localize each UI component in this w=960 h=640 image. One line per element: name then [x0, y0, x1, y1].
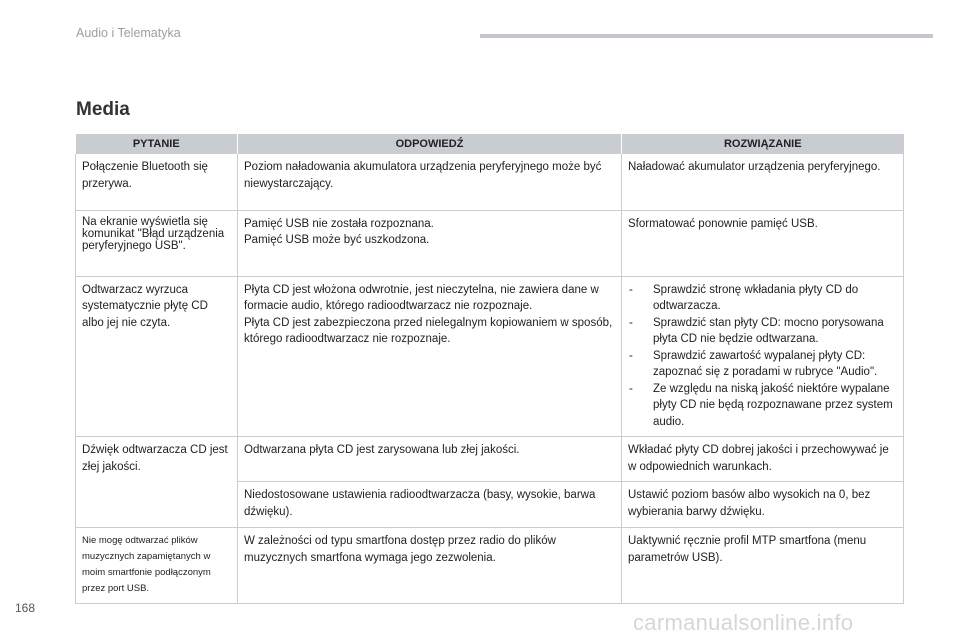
question-cell: Połączenie Bluetooth się przerywa.: [76, 154, 238, 210]
answer-cell: W zależności od typu smartfona dostęp przez radio do plików muzycznych smartfona wymaga jego zezwolenia.: [238, 528, 622, 604]
column-header-solution: ROZWIĄZANIE: [622, 134, 904, 154]
watermark: carmanualsonline.info: [633, 610, 854, 635]
table-row: [76, 154, 904, 210]
solution-cell: Wkładać płyty CD dobrej jakości i przechowywać je w odpowiednich warunkach.: [622, 437, 904, 482]
answer-cell: Płyta CD jest włożona odwrotnie, jest nieczytelna, nie zawiera dane w formacie audio, którego radioodtwarzacz nie rozpoznaje. Płyta CD jest zabezpieczona przed nielegalnym kopiowaniem w sposób, którego radioodtwarzacz nie rozpoznaje.: [238, 276, 622, 437]
page-number: 168: [15, 601, 36, 615]
table-row: [76, 276, 904, 437]
list-item: - Sprawdzić stan płyty CD: mocno porysowana płyta CD nie będzie odtwarzana.: [628, 315, 897, 348]
question-cell: Odtwarzacz wyrzuca systematycznie płytę CD albo jej nie czyta.: [76, 276, 238, 437]
question-cell: Na ekranie wyświetla się komunikat "Błąd urządzenia peryferyjnego USB".: [76, 210, 238, 276]
question-cell: Nie mogę odtwarzać plików muzycznych zapamiętanych w moim smartfonie podłączonym przez port USB.: [76, 528, 238, 604]
answer-cell: Odtwarzana płyta CD jest zarysowana lub złej jakości.: [238, 437, 622, 482]
column-header-question: PYTANIE: [76, 134, 238, 154]
list-item: - Ze względu na niską jakość niektóre wypalane płyty CD nie będą rozpoznawane przez system audio.: [628, 381, 897, 431]
solution-list: [628, 282, 897, 431]
answer-cell: Pamięć USB nie została rozpoznana. Pamięć USB może być uszkodzona.: [238, 210, 622, 276]
answer-cell: Niedostosowane ustawienia radioodtwarzacza (basy, wysokie, barwa dźwięku).: [238, 482, 622, 528]
table-header-row: [76, 134, 904, 154]
page-title: Media: [76, 99, 130, 120]
list-item: - Sprawdzić zawartość wypalanej płyty CD: zapoznać się z poradami w rubryce "Audio".: [628, 348, 897, 381]
solution-cell: Ustawić poziom basów albo wysokich na 0, bez wybierania barwy dźwięku.: [622, 482, 904, 528]
solution-cell: Sformatować ponownie pamięć USB.: [622, 210, 904, 276]
faq-table: [75, 134, 904, 604]
table-row: [76, 210, 904, 276]
header-bar: [480, 34, 933, 38]
question-cell: Dźwięk odtwarzacza CD jest złej jakości.: [76, 437, 238, 528]
solution-cell: Uaktywnić ręcznie profil MTP smartfona (menu parametrów USB).: [622, 528, 904, 604]
table-row: [76, 528, 904, 604]
solution-cell: Naładować akumulator urządzenia peryferyjnego.: [622, 154, 904, 210]
table-row: [76, 437, 904, 482]
answer-cell: Poziom naładowania akumulatora urządzenia peryferyjnego może być niewystarczający.: [238, 154, 622, 210]
section-header: Audio i Telematyka: [76, 26, 181, 40]
solution-cell: [622, 276, 904, 437]
column-header-answer: ODPOWIEDŹ: [238, 134, 622, 154]
list-item: - Sprawdzić stronę wkładania płyty CD do odtwarzacza.: [628, 282, 897, 315]
